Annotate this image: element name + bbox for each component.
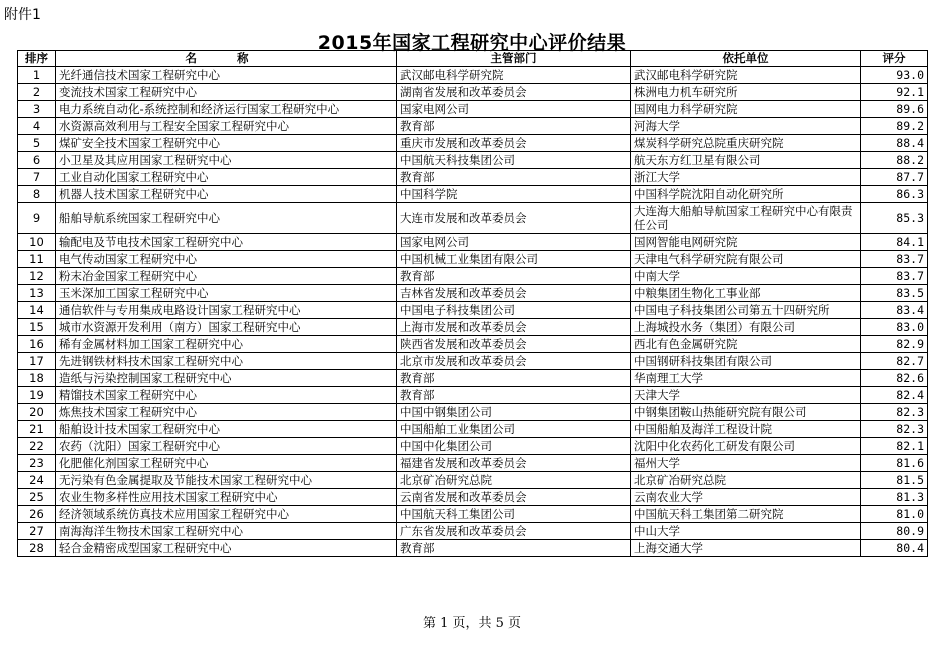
table-row [18,421,928,438]
cell-department: 吉林省发展和改革委员会 [397,285,631,302]
cell-name: 船舶导航系统国家工程研究中心 [56,203,397,234]
cell-host-unit: 国网智能电网研究院 [631,234,861,251]
cell-department: 武汉邮电科学研究院 [397,67,631,84]
table-row [18,387,928,404]
table-row [18,455,928,472]
cell-rank: 2 [18,84,56,101]
cell-rank: 1 [18,67,56,84]
cell-name: 造纸与污染控制国家工程研究中心 [56,370,397,387]
table-row [18,472,928,489]
table-row [18,203,928,234]
cell-score: 84.1 [861,234,928,251]
cell-host-unit: 河海大学 [631,118,861,135]
table-row [18,186,928,203]
cell-score: 93.0 [861,67,928,84]
cell-host-unit: 国网电力科学研究院 [631,101,861,118]
cell-score: 83.7 [861,251,928,268]
cell-rank: 10 [18,234,56,251]
cell-host-unit: 中国电子科技集团公司第五十四研究所 [631,302,861,319]
cell-name: 工业自动化国家工程研究中心 [56,169,397,186]
table-row [18,152,928,169]
cell-host-unit: 武汉邮电科学研究院 [631,67,861,84]
cell-rank: 13 [18,285,56,302]
cell-name: 农业生物多样性应用技术国家工程研究中心 [56,489,397,506]
cell-department: 中国航天科工集团公司 [397,506,631,523]
cell-rank: 20 [18,404,56,421]
cell-rank: 15 [18,319,56,336]
page-footer-pagination: 第 1 页，共 5 页 [422,616,522,631]
cell-rank: 24 [18,472,56,489]
cell-department: 中国科学院 [397,186,631,203]
cell-department: 国家电网公司 [397,234,631,251]
cell-department: 教育部 [397,169,631,186]
cell-score: 83.5 [861,285,928,302]
cell-rank: 17 [18,353,56,370]
table-row [18,169,928,186]
cell-department: 福建省发展和改革委员会 [397,455,631,472]
cell-score: 89.2 [861,118,928,135]
cell-department: 教育部 [397,540,631,557]
cell-host-unit: 北京矿冶研究总院 [631,472,861,489]
results-table [17,50,928,557]
cell-rank: 4 [18,118,56,135]
cell-name: 无污染有色金属提取及节能技术国家工程研究中心 [56,472,397,489]
cell-host-unit: 沈阳中化农药化工研发有限公司 [631,438,861,455]
cell-rank: 27 [18,523,56,540]
cell-department: 中国中化集团公司 [397,438,631,455]
table-row [18,319,928,336]
table-row [18,251,928,268]
cell-host-unit: 煤炭科学研究总院重庆研究院 [631,135,861,152]
cell-rank: 26 [18,506,56,523]
cell-host-unit: 福州大学 [631,455,861,472]
cell-host-unit: 中国船舶及海洋工程设计院 [631,421,861,438]
cell-name: 煤矿安全技术国家工程研究中心 [56,135,397,152]
cell-score: 80.9 [861,523,928,540]
table-row [18,489,928,506]
cell-rank: 16 [18,336,56,353]
cell-name: 船舶设计技术国家工程研究中心 [56,421,397,438]
cell-rank: 25 [18,489,56,506]
column-header-score: 评分 [861,51,928,67]
table-row [18,370,928,387]
cell-name: 稀有金属材料加工国家工程研究中心 [56,336,397,353]
cell-host-unit: 中国钢研科技集团有限公司 [631,353,861,370]
cell-host-unit: 云南农业大学 [631,489,861,506]
cell-score: 82.4 [861,387,928,404]
cell-score: 87.7 [861,169,928,186]
cell-name: 粉末冶金国家工程研究中心 [56,268,397,285]
cell-department: 重庆市发展和改革委员会 [397,135,631,152]
cell-score: 81.0 [861,506,928,523]
table-row [18,135,928,152]
table-row [18,67,928,84]
table-row [18,540,928,557]
table-row [18,404,928,421]
page-title: 2015年国家工程研究中心评价结果 [317,32,627,54]
cell-department: 北京矿冶研究总院 [397,472,631,489]
cell-name: 农药（沈阳）国家工程研究中心 [56,438,397,455]
cell-score: 83.0 [861,319,928,336]
cell-rank: 22 [18,438,56,455]
cell-rank: 7 [18,169,56,186]
cell-name: 机器人技术国家工程研究中心 [56,186,397,203]
cell-host-unit: 西北有色金属研究院 [631,336,861,353]
cell-host-unit: 中国科学院沈阳自动化研究所 [631,186,861,203]
cell-department: 中国电子科技集团公司 [397,302,631,319]
cell-host-unit: 上海城投水务（集团）有限公司 [631,319,861,336]
cell-name: 经济领域系统仿真技术应用国家工程研究中心 [56,506,397,523]
cell-department: 北京市发展和改革委员会 [397,353,631,370]
cell-score: 80.4 [861,540,928,557]
table-row [18,118,928,135]
cell-score: 88.4 [861,135,928,152]
table-row [18,523,928,540]
cell-score: 92.1 [861,84,928,101]
cell-rank: 11 [18,251,56,268]
cell-name: 炼焦技术国家工程研究中心 [56,404,397,421]
cell-department: 教育部 [397,268,631,285]
table-row [18,438,928,455]
cell-host-unit: 浙江大学 [631,169,861,186]
cell-name: 南海海洋生物技术国家工程研究中心 [56,523,397,540]
cell-name: 变流技术国家工程研究中心 [56,84,397,101]
cell-score: 82.6 [861,370,928,387]
table-body [18,67,928,557]
cell-department: 中国机械工业集团有限公司 [397,251,631,268]
cell-department: 陕西省发展和改革委员会 [397,336,631,353]
cell-host-unit: 株洲电力机车研究所 [631,84,861,101]
table-row [18,234,928,251]
cell-rank: 23 [18,455,56,472]
cell-name: 光纤通信技术国家工程研究中心 [56,67,397,84]
cell-score: 86.3 [861,186,928,203]
cell-name: 化肥催化剂国家工程研究中心 [56,455,397,472]
cell-department: 大连市发展和改革委员会 [397,203,631,234]
column-header-host-unit: 依托单位 [631,51,861,67]
cell-rank: 19 [18,387,56,404]
cell-rank: 18 [18,370,56,387]
cell-score: 83.7 [861,268,928,285]
cell-name: 小卫星及其应用国家工程研究中心 [56,152,397,169]
cell-host-unit: 中粮集团生物化工事业部 [631,285,861,302]
table-row [18,353,928,370]
cell-name: 精馏技术国家工程研究中心 [56,387,397,404]
cell-score: 83.4 [861,302,928,319]
cell-department: 中国航天科技集团公司 [397,152,631,169]
cell-department: 湖南省发展和改革委员会 [397,84,631,101]
cell-department: 教育部 [397,118,631,135]
column-header-department: 主管部门 [397,51,631,67]
cell-rank: 3 [18,101,56,118]
cell-name: 轻合金精密成型国家工程研究中心 [56,540,397,557]
cell-department: 国家电网公司 [397,101,631,118]
cell-score: 82.9 [861,336,928,353]
table-row [18,268,928,285]
cell-department: 云南省发展和改革委员会 [397,489,631,506]
cell-rank: 8 [18,186,56,203]
cell-rank: 9 [18,203,56,234]
cell-host-unit: 航天东方红卫星有限公司 [631,152,861,169]
table-row [18,336,928,353]
cell-department: 教育部 [397,370,631,387]
cell-name: 城市水资源开发利用（南方）国家工程研究中心 [56,319,397,336]
cell-host-unit: 上海交通大学 [631,540,861,557]
table-row [18,302,928,319]
cell-department: 教育部 [397,387,631,404]
cell-name: 电力系统自动化-系统控制和经济运行国家工程研究中心 [56,101,397,118]
cell-name: 先进钢铁材料技术国家工程研究中心 [56,353,397,370]
cell-rank: 5 [18,135,56,152]
cell-rank: 21 [18,421,56,438]
cell-host-unit: 中钢集团鞍山热能研究院有限公司 [631,404,861,421]
cell-department: 上海市发展和改革委员会 [397,319,631,336]
cell-score: 81.6 [861,455,928,472]
column-header-rank: 排序 [18,51,56,67]
cell-score: 81.3 [861,489,928,506]
cell-score: 82.3 [861,421,928,438]
cell-rank: 28 [18,540,56,557]
table-header-row [18,51,928,67]
attachment-label: 附件1 [4,7,41,23]
cell-department: 中国船舶工业集团公司 [397,421,631,438]
cell-rank: 14 [18,302,56,319]
cell-name: 水资源高效利用与工程安全国家工程研究中心 [56,118,397,135]
cell-name: 玉米深加工国家工程研究中心 [56,285,397,302]
cell-host-unit: 天津电气科学研究院有限公司 [631,251,861,268]
cell-score: 89.6 [861,101,928,118]
cell-host-unit: 中南大学 [631,268,861,285]
cell-host-unit: 大连海大船舶导航国家工程研究中心有限责任公司 [631,203,861,234]
cell-host-unit: 中山大学 [631,523,861,540]
cell-host-unit: 华南理工大学 [631,370,861,387]
cell-score: 88.2 [861,152,928,169]
cell-score: 85.3 [861,203,928,234]
cell-score: 82.7 [861,353,928,370]
table-row [18,101,928,118]
cell-score: 82.1 [861,438,928,455]
cell-host-unit: 天津大学 [631,387,861,404]
cell-department: 广东省发展和改革委员会 [397,523,631,540]
cell-name: 输配电及节电技术国家工程研究中心 [56,234,397,251]
table-row [18,84,928,101]
cell-score: 82.3 [861,404,928,421]
cell-rank: 6 [18,152,56,169]
table-row [18,285,928,302]
cell-department: 中国中钢集团公司 [397,404,631,421]
cell-name: 通信软件与专用集成电路设计国家工程研究中心 [56,302,397,319]
cell-rank: 12 [18,268,56,285]
cell-name: 电气传动国家工程研究中心 [56,251,397,268]
cell-score: 81.5 [861,472,928,489]
column-header-name: 名 称 [56,51,397,67]
cell-host-unit: 中国航天科工集团第二研究院 [631,506,861,523]
table-row [18,506,928,523]
